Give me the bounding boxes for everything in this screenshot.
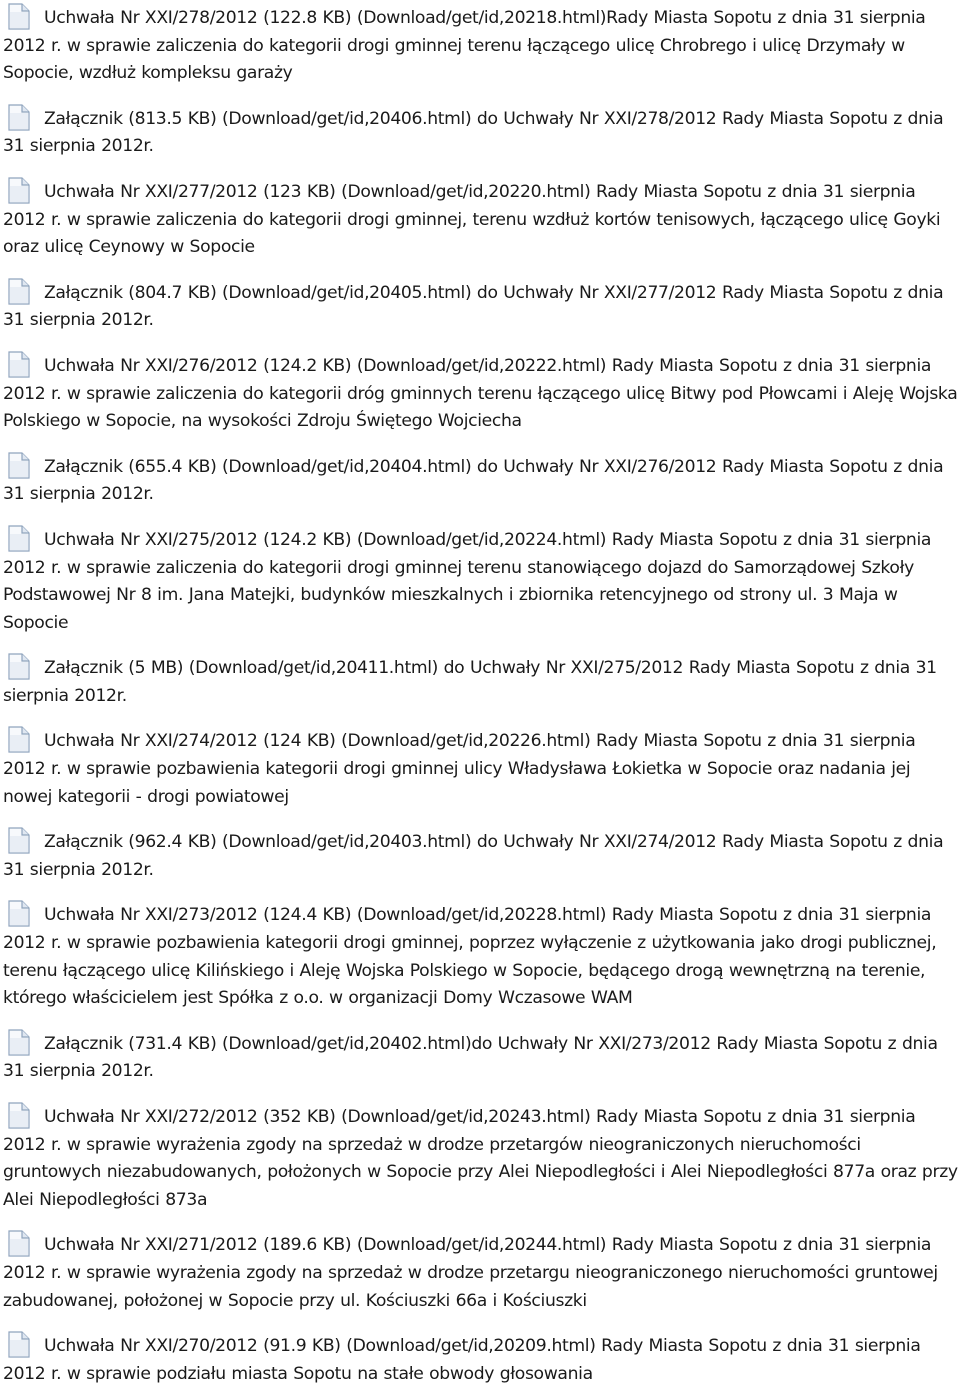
resolution-entry [3,177,960,262]
document-icon[interactable] [8,1029,30,1056]
document-icon[interactable] [8,3,30,30]
entry-text[interactable]: Uchwała Nr XXI/271/2012 (189.6 KB) (Download/get/id,20244.html) Rady Miasta Sopotu z dnia 31 sierpnia 2012 r. w sprawie wyrażenia zgody na sprzedaż w drodze przetargu nieograniczonego nieruchomości gruntowej zabudowanej, położonej w Sopocie przy ul. Kościuszki 66a i Kościuszki [3,1235,938,1311]
document-icon[interactable] [8,452,30,479]
document-body [3,0,960,1388]
entry-text[interactable]: Uchwała Nr XXI/273/2012 (124.4 KB) (Download/get/id,20228.html) Rady Miasta Sopotu z dnia 31 sierpnia 2012 r. w sprawie pozbawienia kategorii drogi gminnej, poprzez wyłączenie z użytkowania jako drogi publicznej, terenu łączącego ulicę Kilińskiego i Aleję Wojska Polskiego w Sopocie, będącego drogą wewnętrzną na terenie, którego właścicielem jest Spółka z o.o. w organizacji Domy Wczasowe WAM [3,905,937,1009]
entry-text[interactable]: Załącznik (804.7 KB) (Download/get/id,20405.html) do Uchwały Nr XXI/277/2012 Rady Miasta Sopotu z dnia 31 sierpnia 2012r. [3,282,944,331]
document-icon[interactable] [8,1230,30,1257]
resolution-entry [3,726,960,811]
document-icon[interactable] [8,104,30,131]
attachment-entry [3,827,960,884]
entry-text[interactable]: Uchwała Nr XXI/278/2012 (122.8 KB) (Download/get/id,20218.html)Rady Miasta Sopotu z dnia 31 sierpnia 2012 r. w sprawie zaliczenia do kategorii drogi gminnej terenu łączącego ulicę Chrobrego i ulicę Drzymały w Sopocie, wzdłuż kompleksu garaży [3,8,926,84]
document-icon[interactable] [8,726,30,753]
entry-text[interactable]: Załącznik (813.5 KB) (Download/get/id,20406.html) do Uchwały Nr XXI/278/2012 Rady Miasta Sopotu z dnia 31 sierpnia 2012r. [3,108,944,157]
entry-text[interactable]: Uchwała Nr XXI/277/2012 (123 KB) (Download/get/id,20220.html) Rady Miasta Sopotu z dnia 31 sierpnia 2012 r. w sprawie zaliczenia do kategorii drogi gminnej, terenu wzdłuż kortów tenisowych, łączącego ulicę Goyki oraz ulicę Ceynowy w Sopocie [3,181,941,258]
entry-text[interactable]: Uchwała Nr XXI/270/2012 (91.9 KB) (Download/get/id,20209.html) Rady Miasta Sopotu z dnia 31 sierpnia 2012 r. w sprawie podziału miasta Sopotu na stałe obwody głosowania [3,1336,921,1384]
document-icon[interactable] [8,525,30,552]
document-icon[interactable] [8,278,30,305]
resolution-entry [3,1102,960,1214]
document-icon[interactable] [8,1331,30,1358]
resolution-entry [3,1230,960,1315]
attachment-entry [3,104,960,161]
document-icon[interactable] [8,900,30,927]
entry-text[interactable]: Załącznik (731.4 KB) (Download/get/id,20402.html)do Uchwały Nr XXI/273/2012 Rady Miasta Sopotu z dnia 31 sierpnia 2012r. [3,1033,938,1082]
document-icon[interactable] [8,1102,30,1129]
resolution-entry [3,1331,960,1388]
document-icon[interactable] [8,177,30,204]
resolution-entry [3,900,960,1012]
attachment-entry [3,452,960,509]
entry-text[interactable]: Uchwała Nr XXI/272/2012 (352 KB) (Download/get/id,20243.html) Rady Miasta Sopotu z dnia 31 sierpnia 2012 r. w sprawie wyrażenia zgody na sprzedaż w drodze przetargów nieograniczonych nieruchomości gruntowych niezabudowanych, położonych w Sopocie przy Alei Niepodległości i Alei Niepodległości 877a oraz przy Alei Niepodległości 873a [3,1107,958,1210]
document-icon[interactable] [8,653,30,680]
entry-text[interactable]: Uchwała Nr XXI/276/2012 (124.2 KB) (Download/get/id,20222.html) Rady Miasta Sopotu z dnia 31 sierpnia 2012 r. w sprawie zaliczenia do kategorii dróg gminnych terenu łączącego ulicę Bitwy pod Płowcami i Aleję Wojska Polskiego w Sopocie, na wysokości Zdroju Świętego Wojciecha [3,355,958,432]
resolution-entry [3,3,960,88]
document-icon[interactable] [8,827,30,854]
attachment-entry [3,278,960,335]
entry-text[interactable]: Załącznik (655.4 KB) (Download/get/id,20404.html) do Uchwały Nr XXI/276/2012 Rady Miasta Sopotu z dnia 31 sierpnia 2012r. [3,456,944,505]
entry-text[interactable]: Uchwała Nr XXI/274/2012 (124 KB) (Download/get/id,20226.html) Rady Miasta Sopotu z dnia 31 sierpnia 2012 r. w sprawie pozbawienia kategorii drogi gminnej ulicy Władysława Łokietka w Sopocie oraz nadania jej nowej kategorii - drogi powiatowej [3,731,916,807]
attachment-entry [3,1029,960,1086]
entry-text[interactable]: Załącznik (962.4 KB) (Download/get/id,20403.html) do Uchwały Nr XXI/274/2012 Rady Miasta Sopotu z dnia 31 sierpnia 2012r. [3,832,944,880]
entry-text[interactable]: Uchwała Nr XXI/275/2012 (124.2 KB) (Download/get/id,20224.html) Rady Miasta Sopotu z dnia 31 sierpnia 2012 r. w sprawie zaliczenia do kategorii drogi gminnej terenu stanowiącego dojazd do Samorządowej Szkoły Podstawowej Nr 8 im. Jana Matejki, budynków mieszkalnych i zbiornika retencyjnego od strony ul. 3 Maja w Sopocie [3,529,932,633]
resolution-entry [3,525,960,637]
entry-text[interactable]: Załącznik (5 MB) (Download/get/id,20411.html) do Uchwały Nr XXI/275/2012 Rady Miasta Sopotu z dnia 31 sierpnia 2012r. [3,658,937,706]
attachment-entry [3,653,960,710]
resolution-entry [3,351,960,436]
document-icon[interactable] [8,351,30,378]
